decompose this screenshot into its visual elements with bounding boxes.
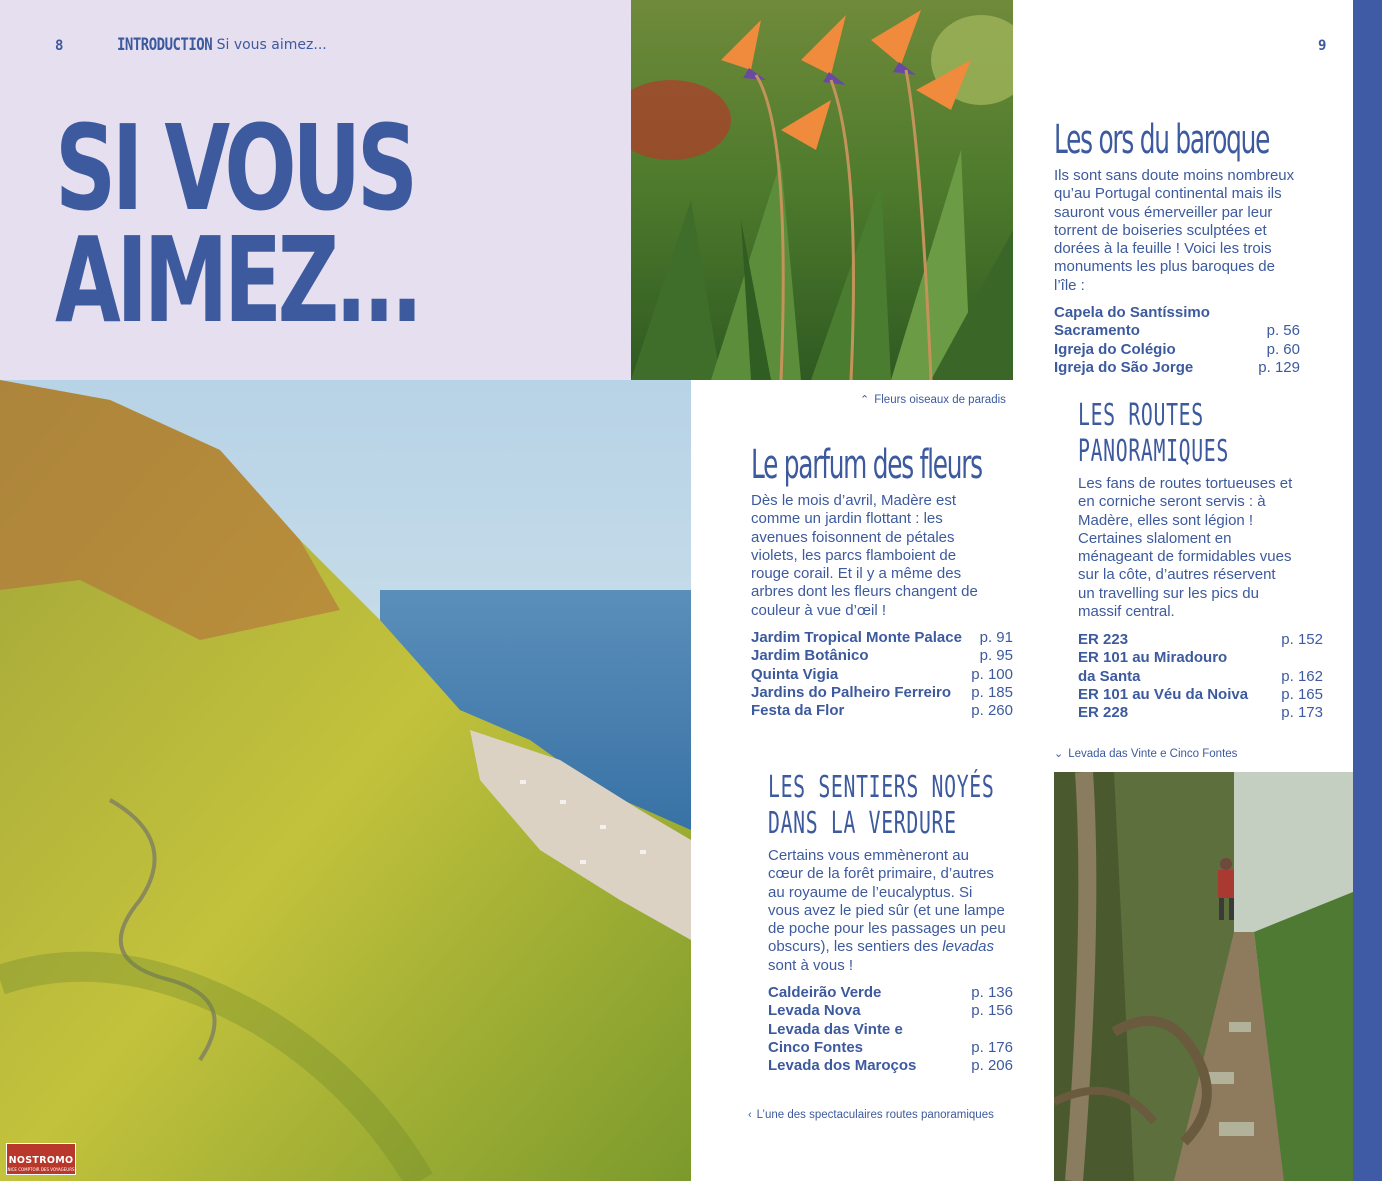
- hero-title: [55, 99, 419, 349]
- ref-page: p. 176: [971, 1038, 1013, 1056]
- ref-row: [751, 647, 1013, 665]
- ref-page: p. 56: [1266, 322, 1300, 340]
- sentiers-title-line-2: DANS LA VERDURE: [768, 806, 957, 841]
- watermark-tagline: NICE COMPTOIR DES VOYAGEURS: [7, 1167, 75, 1172]
- caret-down-icon: ⌄: [1054, 748, 1064, 760]
- sentiers-text-b: sont à vous !: [768, 956, 854, 974]
- ref-name: Jardim Tropical Monte Palace: [751, 629, 962, 646]
- watermark-brand: NOSTROMO: [8, 1155, 74, 1166]
- ref-name: Capela do Santíssimo Sacramento: [1054, 304, 1210, 340]
- ref-name: Festa da Flor: [751, 702, 845, 720]
- roads-caption-text: L’une des spectaculaires routes panoramiques: [756, 1109, 994, 1121]
- flowers-photo: [631, 0, 1013, 380]
- ref-row: [768, 1021, 1013, 1058]
- ref-name: Jardim Botânico: [751, 647, 869, 665]
- ref-name: Levada dos Maroços: [768, 1057, 917, 1075]
- baroque-refs: [1054, 304, 1300, 377]
- right-edge-strip: [1353, 0, 1382, 1181]
- baroque-title: Les ors du baroque: [1054, 117, 1270, 163]
- routes-text: Les fans de routes tortueuses et en corniche seront servis : à Madère, elles sont légion ! Certaines slaloment en ménageant de formidables vues sur la côte, d’autres réservent un travelling sur les pics du massif central.: [1078, 475, 1293, 621]
- ref-page: p. 100: [971, 665, 1013, 683]
- fleurs-text: Dès le mois d’avril, Madère est comme un jardin flottant : les avenues foisonnent de pétales violets, les parcs flamboient de rouge corail. Et il y a même des arbres dont les fleurs changent de couleur à vue d’œil !: [751, 492, 978, 619]
- sentiers-text-italic: levadas: [942, 938, 994, 956]
- ref-page: p. 165: [1281, 685, 1323, 703]
- flowers-caption: [860, 393, 1006, 406]
- sentiers-title-line-1: LES SENTIERS NOYÉS: [768, 770, 995, 805]
- hero-title-line-1: SI VOUS: [55, 99, 414, 237]
- routes-title-line-1: LES ROUTES: [1078, 398, 1204, 433]
- ref-page: p. 136: [971, 984, 1013, 1001]
- ref-name: Jardins do Palheiro Ferreiro: [751, 683, 952, 701]
- left-page-number: 8: [55, 38, 64, 54]
- running-head: [117, 37, 327, 53]
- ref-name: ER 228: [1078, 704, 1129, 722]
- levada-photo: [1054, 772, 1353, 1181]
- ref-row: [751, 666, 1013, 684]
- ref-page: p. 260: [971, 702, 1013, 720]
- baroque-text: Ils sont sans doute moins nombreux qu’au Portugal continental mais ils sauront vous émerveiller par leur torrent de boiseries sculptées et dorées à la feuille ! Voici les trois monuments les plus baroques de l’île :: [1054, 167, 1295, 294]
- ref-row: [751, 684, 1013, 702]
- ref-row: [1054, 341, 1300, 359]
- caret-up-icon: ⌃: [860, 394, 870, 406]
- ref-row: [768, 1002, 1013, 1020]
- ref-name: Quinta Vigia: [751, 665, 839, 683]
- ref-page: p. 60: [1266, 340, 1300, 358]
- routes-title-line-2: PANORAMIQUES: [1078, 434, 1229, 469]
- ref-page: p. 173: [1281, 704, 1323, 722]
- ref-page: p. 95: [979, 647, 1013, 665]
- cliff-photo: [0, 380, 691, 1181]
- ref-name: ER 101 au Véu da Noiva: [1078, 685, 1249, 703]
- ref-row: [1054, 359, 1300, 377]
- ref-row: [1078, 686, 1323, 704]
- ref-name: Levada das Vinte e Cinco Fontes: [768, 1020, 903, 1056]
- ref-name: Caldeirão Verde: [768, 984, 882, 1001]
- subsection-label: Si vous aimez...: [216, 37, 327, 53]
- sentiers-refs: [768, 984, 1013, 1075]
- flowers-caption-text: Fleurs oiseaux de paradis: [874, 394, 1006, 406]
- ref-row: [768, 1057, 1013, 1075]
- levada-caption-text: Levada das Vinte e Cinco Fontes: [1068, 748, 1238, 760]
- sentiers-title: [768, 770, 994, 842]
- ref-page: p. 206: [971, 1057, 1013, 1075]
- ref-page: p. 91: [979, 629, 1013, 646]
- ref-page: p. 152: [1281, 631, 1323, 648]
- ref-name: ER 101 au Miradouro da Santa: [1078, 649, 1228, 685]
- ref-name: Igreja do São Jorge: [1054, 358, 1194, 376]
- sentiers-text-a: Certains vous emmèneront au cœur de la forêt primaire, d’autres au royaume de l’eucalyptus. Si vous avez le pied sûr (et une lampe de poche pour les passages un peu obscurs), les sentiers des: [768, 847, 1006, 956]
- caret-left-icon: ‹: [748, 1109, 752, 1121]
- ref-row: [1078, 631, 1323, 649]
- right-page-number: 9: [1318, 38, 1327, 54]
- section-label: INTRODUCTION: [117, 35, 213, 55]
- ref-row: [1078, 704, 1323, 722]
- ref-name: ER 223: [1078, 631, 1129, 648]
- levada-caption: [1054, 747, 1237, 760]
- fleurs-refs: [751, 629, 1013, 720]
- routes-title: [1078, 398, 1229, 470]
- ref-page: p. 129: [1258, 358, 1300, 376]
- ref-page: p. 156: [971, 1002, 1013, 1020]
- fleurs-title: Le parfum des fleurs: [751, 442, 982, 488]
- nostromo-watermark: [6, 1143, 76, 1175]
- routes-refs: [1078, 631, 1323, 722]
- ref-row: [1078, 649, 1323, 686]
- sentiers-text: [768, 847, 1008, 975]
- ref-row: [1054, 304, 1300, 341]
- ref-name: Igreja do Colégio: [1054, 340, 1176, 358]
- ref-page: p. 162: [1281, 667, 1323, 685]
- ref-row: [751, 629, 1013, 647]
- ref-row: [768, 984, 1013, 1002]
- ref-name: Levada Nova: [768, 1002, 861, 1020]
- hero-title-line-2: AIMEZ...: [55, 211, 419, 349]
- roads-caption: [748, 1109, 994, 1121]
- ref-row: [751, 702, 1013, 720]
- ref-page: p. 185: [971, 683, 1013, 701]
